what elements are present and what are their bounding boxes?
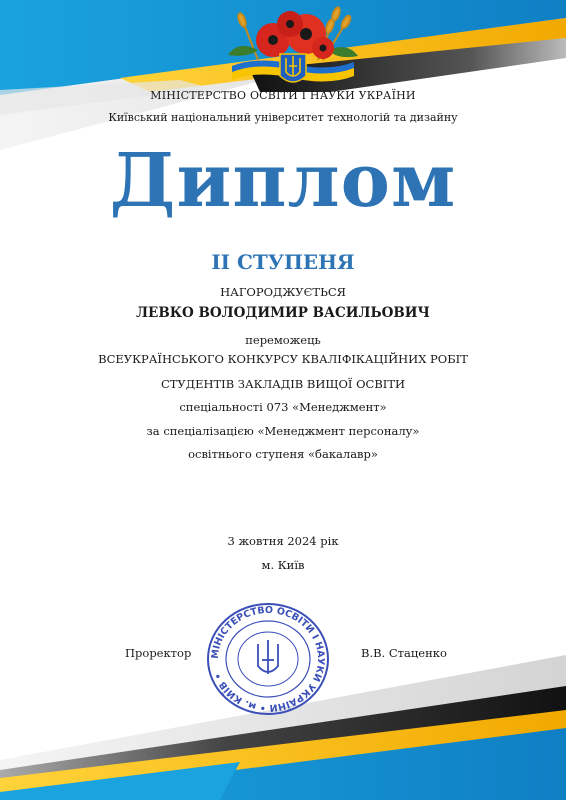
diploma-degree: ІІ СТУПЕНЯ [211, 250, 355, 274]
university-name: Київський національний університет технологій та дизайну [108, 111, 458, 124]
signer-name: В.В. Стаценко [361, 646, 447, 660]
education-level-line: освітнього ступеня «бакалавр» [188, 447, 378, 461]
diploma-title: Диплом [109, 138, 457, 224]
ministry-name: МІНІСТЕРСТВО ОСВІТИ І НАУКИ УКРАЇНИ [150, 89, 416, 102]
poppy-trident-emblem [218, 0, 368, 88]
award-city: м. Київ [261, 558, 305, 572]
signer-role: Проректор [125, 646, 192, 660]
official-stamp [203, 600, 333, 718]
contest-line-2: СТУДЕНТІВ ЗАКЛАДІВ ВИЩОЇ ОСВІТИ [160, 377, 406, 391]
poppy-icon [256, 11, 334, 59]
stamp-trident-icon [258, 640, 278, 674]
award-date: 3 жовтня 2024 рік [227, 534, 339, 548]
specialty-line: спеціальності 073 «Менеджмент» [179, 400, 387, 414]
stamp-text: МІНІСТЕРСТВО ОСВІТИ І НАУКИ УКРАЇНИ • м. КИЇВ • [209, 604, 327, 714]
recipient-name: ЛЕВКО ВОЛОДИМИР ВАСИЛЬОВИЧ [136, 305, 430, 321]
winner-label: переможець [245, 333, 321, 347]
contest-line-1: ВСЕУКРАЇНСЬКОГО КОНКУРСУ КВАЛІФІКАЦІЙНИХ РОБІТ [98, 352, 468, 366]
specialization-line: за спеціалізацією «Менеджмент персоналу» [146, 424, 420, 438]
awarded-label: НАГОРОДЖУЄТЬСЯ [220, 285, 346, 299]
trident-icon [280, 54, 306, 82]
